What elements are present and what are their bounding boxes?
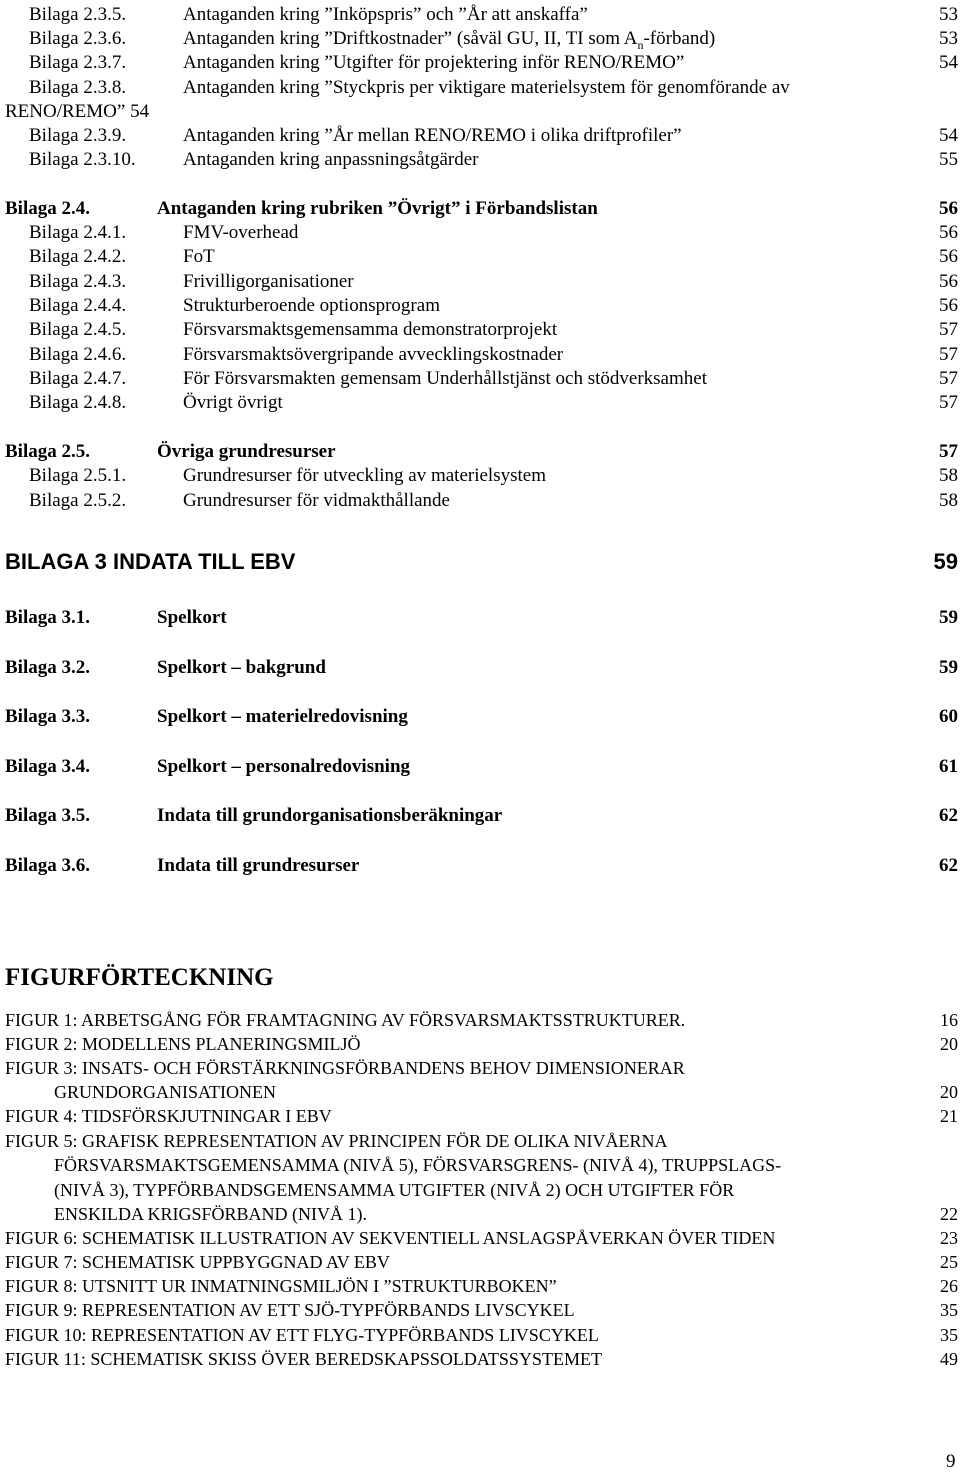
toc-entry-title (5, 101, 149, 123)
toc-entry-title (183, 52, 684, 74)
toc-entry[interactable] (0, 490, 958, 514)
toc-entry-title-text: Indata till grundorganisationsberäkningar (157, 805, 503, 826)
page-number: 9 (946, 1451, 956, 1472)
toc-section-heading[interactable] (0, 607, 958, 631)
figure-entry-text: FIGUR 8: UTSNITT UR INMATNINGSMILJÖN I ”STRUKTURBOKEN” (5, 1276, 557, 1296)
toc-entry-title-tail: -förband) (643, 28, 716, 49)
toc-entry-page: 56 (939, 271, 958, 292)
toc-entry[interactable] (0, 465, 958, 489)
figure-entry[interactable] (0, 1227, 958, 1251)
figure-entry-text: FIGUR 11: SCHEMATISK SKISS ÖVER BEREDSKAPSSOLDATSSYSTEMET (5, 1349, 602, 1369)
toc-entry-title-text: Grundresurser för utveckling av materielsystem (183, 465, 546, 486)
toc-entry-label: Bilaga 2.4.5. (29, 319, 127, 340)
toc-entry-title-text: FMV-overhead (183, 222, 299, 243)
toc-entry-label: Bilaga 2.5. (5, 441, 90, 462)
toc-entry-title-text: Strukturberoende optionsprogram (183, 295, 440, 316)
toc-entry-title-text: Antaganden kring ”Driftkostnader” (såväl GU, II, TI som A (183, 28, 638, 49)
toc-entry-title (157, 441, 336, 463)
toc-entry-title (183, 465, 546, 487)
toc-section-heading[interactable] (0, 805, 958, 829)
figure-entry-text: (NIVÅ 3), TYPFÖRBANDSGEMENSAMMA UTGIFTER (NIVÅ 2) OCH UTGIFTER FÖR (54, 1180, 735, 1200)
toc-entry-page: 59 (939, 657, 958, 678)
figure-entry-text: FIGUR 6: SCHEMATISK ILLUSTRATION AV SEKVENTIELL ANSLAGSPÅVERKAN ÖVER TIDEN (5, 1228, 776, 1248)
toc-entry-title-text: Antaganden kring ”Inköpspris” och ”År att anskaffa” (183, 4, 588, 25)
toc-entry-label: Bilaga 2.4.2. (29, 246, 127, 267)
toc-entry-label: Bilaga 2.4.1. (29, 222, 127, 243)
figure-entry[interactable] (0, 1348, 958, 1372)
toc-entry-label: Bilaga 3.2. (5, 657, 90, 678)
toc-entry-label: Bilaga 2.4.6. (29, 344, 127, 365)
toc-entry-title (183, 222, 298, 244)
toc-entry[interactable] (0, 246, 958, 270)
toc-entry[interactable] (0, 271, 958, 295)
toc-entry[interactable] (0, 28, 958, 52)
toc-entry-page: 55 (939, 149, 958, 170)
toc-entry-page: 58 (939, 490, 958, 511)
toc-entry-page: 53 (939, 28, 958, 49)
toc-entry-label: Bilaga 2.5.1. (29, 465, 127, 486)
chapter-heading-title: BILAGA 3 INDATA TILL EBV (5, 549, 296, 574)
toc-entry-page: 57 (939, 319, 958, 340)
figure-entry[interactable] (0, 1130, 958, 1154)
toc-entry-title (183, 368, 707, 390)
toc-section-heading[interactable] (0, 441, 958, 465)
toc-entry-page: 54 (939, 125, 958, 146)
toc-entry-title (183, 246, 215, 268)
toc-entry-title-text: Övriga grundresurser (157, 441, 336, 462)
figure-entry-text: FIGUR 7: SCHEMATISK UPPBYGGNAD AV EBV (5, 1252, 390, 1272)
figure-entry[interactable] (0, 1179, 958, 1203)
toc-entry-title (183, 490, 450, 512)
figure-entry[interactable] (0, 1299, 958, 1323)
toc-entry-title-text: Grundresurser för vidmakthållande (183, 490, 450, 511)
toc-entry-page: 62 (939, 855, 958, 876)
figure-entry-page: 26 (940, 1276, 958, 1296)
toc-entry-title (183, 149, 478, 171)
toc-entry-title (157, 706, 408, 728)
toc-entry-title-text: FoT (183, 246, 215, 267)
toc-entry-label: Bilaga 2.4.7. (29, 368, 127, 389)
toc-entry-title-text: Spelkort – bakgrund (157, 657, 326, 678)
figure-entry-text: FIGUR 3: INSATS- OCH FÖRSTÄRKNINGSFÖRBANDENS BEHOV DIMENSIONERAR (5, 1058, 685, 1078)
toc-entry-title-text: Antaganden kring ”Styckpris per viktigare materielsystem för genomförande av (183, 77, 790, 98)
figure-entry-text: FIGUR 4: TIDSFÖRSKJUTNINGAR I EBV (5, 1106, 332, 1126)
toc-entry-title (183, 77, 790, 99)
toc-entry-label: Bilaga 2.3.6. (29, 28, 127, 49)
toc-entry-subscript: n (637, 37, 644, 52)
toc-entry-title-text: Antaganden kring ”År mellan RENO/REMO i olika driftprofiler” (183, 125, 682, 146)
figure-entry-page: 23 (940, 1228, 958, 1248)
toc-entry-title (157, 657, 326, 679)
toc-entry[interactable] (0, 392, 958, 416)
toc-entry-title (157, 198, 598, 220)
toc-entry-label: Bilaga 2.3.7. (29, 52, 127, 73)
toc-entry-page: 61 (939, 756, 958, 777)
toc-entry-label: Bilaga 3.6. (5, 855, 90, 876)
toc-entry[interactable] (0, 125, 958, 149)
toc-entry-page: 56 (939, 222, 958, 243)
toc-entry-title-text: Försvarsmaktsövergripande avvecklingskostnader (183, 344, 564, 365)
toc-entry[interactable] (0, 319, 958, 343)
toc-section-heading[interactable] (0, 855, 958, 879)
toc-entry-label: Bilaga 2.3.5. (29, 4, 127, 25)
figure-entry-page: 16 (940, 1010, 958, 1030)
toc-entry[interactable] (0, 222, 958, 246)
toc-entry-page: 57 (939, 441, 958, 462)
toc-entry[interactable] (0, 4, 958, 28)
toc-entry-label: Bilaga 2.5.2. (29, 490, 127, 511)
toc-entry-page: 53 (939, 4, 958, 25)
toc-entry-label: Bilaga 2.4.8. (29, 392, 127, 413)
toc-entry-title-text: RENO/REMO” 54 (5, 101, 150, 122)
figure-list-heading: FIGURFÖRTECKNING (5, 964, 274, 991)
toc-entry-title (157, 855, 359, 877)
toc-entry-label: Bilaga 2.4.3. (29, 271, 127, 292)
toc-section-heading[interactable] (0, 706, 958, 730)
figure-entry-text: FIGUR 2: MODELLENS PLANERINGSMILJÖ (5, 1034, 361, 1054)
toc-entry-title-text: Spelkort – materielredovisning (157, 706, 408, 727)
toc-entry-title (157, 756, 410, 778)
figure-entry[interactable] (0, 1033, 958, 1057)
figure-entry-text: GRUNDORGANISATIONEN (54, 1082, 276, 1102)
toc-entry-title (183, 125, 682, 147)
toc-entry-title-text: Spelkort – personalredovisning (157, 756, 411, 777)
toc-entry-title (157, 805, 502, 827)
toc-entry[interactable] (0, 52, 958, 76)
figure-entry[interactable] (0, 1251, 958, 1275)
toc-entry-title-text: Antaganden kring rubriken ”Övrigt” i Förbandslistan (157, 198, 598, 219)
toc-entry-title-text: Antaganden kring anpassningsåtgärder (183, 149, 479, 170)
toc-entry-page: 58 (939, 465, 958, 486)
toc-entry-label: Bilaga 2.3.10. (29, 149, 136, 170)
toc-section-heading[interactable] (0, 756, 958, 780)
toc-entry-page: 57 (939, 392, 958, 413)
toc-entry-page: 56 (939, 198, 958, 219)
toc-entry[interactable] (0, 344, 958, 368)
figure-entry-page: 35 (940, 1300, 958, 1320)
figure-entry-page: 20 (940, 1082, 958, 1102)
toc-entry-title-text: Övrigt övrigt (183, 392, 283, 413)
figure-entry-page: 20 (940, 1034, 958, 1054)
toc-entry-title (183, 344, 563, 366)
figure-entry-text: FIGUR 5: GRAFISK REPRESENTATION AV PRINCIPEN FÖR DE OLIKA NIVÅERNA (5, 1131, 668, 1151)
toc-section-heading[interactable] (0, 657, 958, 681)
figure-entry[interactable] (0, 1154, 958, 1178)
toc-entry-label: Bilaga 2.4. (5, 198, 90, 219)
toc-entry-label: Bilaga 3.5. (5, 805, 90, 826)
toc-entry-title-text: Frivilligorganisationer (183, 271, 354, 292)
toc-entry-title (183, 392, 283, 414)
toc-entry[interactable] (0, 295, 958, 319)
figure-entry[interactable] (0, 1324, 958, 1348)
figure-entry-text: ENSKILDA KRIGSFÖRBAND (NIVÅ 1). (54, 1204, 368, 1224)
figure-entry[interactable] (0, 1081, 958, 1105)
toc-entry-title (183, 295, 440, 317)
toc-entry-title-text: Försvarsmaktsgemensamma demonstratorprojekt (183, 319, 558, 340)
figure-entry-page: 25 (940, 1252, 958, 1272)
figure-entry-text: FIGUR 1: ARBETSGÅNG FÖR FRAMTAGNING AV FÖRSVARSMAKTSSTRUKTURER. (5, 1010, 686, 1030)
figure-entry[interactable] (0, 1009, 958, 1033)
toc-entry[interactable] (0, 77, 958, 101)
toc-entry-label: Bilaga 2.3.9. (29, 125, 127, 146)
toc-entry-label: Bilaga 3.1. (5, 607, 90, 628)
toc-entry-label: Bilaga 3.4. (5, 756, 90, 777)
figure-entry[interactable] (0, 1057, 958, 1081)
toc-entry[interactable] (0, 149, 958, 173)
toc-entry-page: 60 (939, 706, 958, 727)
figure-entry[interactable] (0, 1203, 958, 1227)
figure-entry-text: FIGUR 10: REPRESENTATION AV ETT FLYG-TYPFÖRBANDS LIVSCYKEL (5, 1325, 599, 1345)
toc-entry-title-text: Spelkort (157, 607, 227, 628)
figure-entry-page: 21 (940, 1106, 958, 1126)
figure-entry-text: FÖRSVARSMAKTSGEMENSAMMA (NIVÅ 5), FÖRSVARSGRENS- (NIVÅ 4), TRUPPSLAGS- (54, 1155, 782, 1175)
figure-entry-page: 22 (940, 1204, 958, 1224)
toc-entry-continuation[interactable] (0, 101, 958, 125)
toc-entry-title-text: Antaganden kring ”Utgifter för projektering inför RENO/REMO” (183, 52, 685, 73)
toc-entry-title (183, 4, 588, 26)
figure-entry-page: 49 (940, 1349, 958, 1369)
toc-entry-label: Bilaga 3.3. (5, 706, 90, 727)
toc-chapter-heading[interactable] (0, 551, 958, 581)
toc-entry-title (183, 271, 354, 293)
figure-entry-page: 35 (940, 1325, 958, 1345)
toc-entry-page: 59 (939, 607, 958, 628)
toc-entry-page: 54 (939, 52, 958, 73)
toc-entry[interactable] (0, 368, 958, 392)
figure-entry-text: FIGUR 9: REPRESENTATION AV ETT SJÖ-TYPFÖRBANDS LIVSCYKEL (5, 1300, 575, 1320)
chapter-heading-page: 59 (933, 549, 958, 574)
toc-entry-label: Bilaga 2.4.4. (29, 295, 127, 316)
toc-entry-title (157, 607, 227, 629)
figure-entry[interactable] (0, 1105, 958, 1129)
toc-entry-page: 56 (939, 295, 958, 316)
toc-entry-page: 57 (939, 368, 958, 389)
toc-section-heading[interactable] (0, 198, 958, 222)
figure-entry[interactable] (0, 1275, 958, 1299)
toc-entry-title (183, 319, 557, 341)
toc-entry-page: 56 (939, 246, 958, 267)
toc-entry-page: 57 (939, 344, 958, 365)
toc-entry-page: 62 (939, 805, 958, 826)
toc-entry-title-text: Indata till grundresurser (157, 855, 360, 876)
toc-entry-label: Bilaga 2.3.8. (29, 77, 127, 98)
toc-entry-title-text: För Försvarsmakten gemensam Underhållstjänst och stödverksamhet (183, 368, 707, 389)
